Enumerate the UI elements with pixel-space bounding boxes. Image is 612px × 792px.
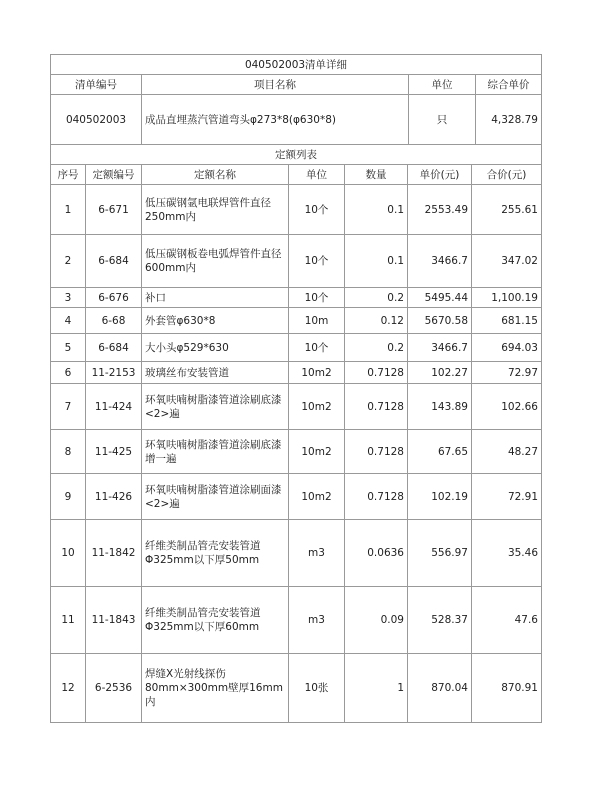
row-quota-code: 11-425 <box>86 430 142 474</box>
row-unit: 10个 <box>289 288 345 308</box>
row-total-price: 870.91 <box>472 654 542 723</box>
row-unit: m3 <box>289 520 345 587</box>
quota-list-title: 定额列表 <box>51 145 542 165</box>
row-seq: 2 <box>51 235 86 288</box>
header-composite-price: 综合单价 <box>476 75 542 95</box>
row-unit-price: 3466.7 <box>408 334 472 362</box>
row-seq: 12 <box>51 654 86 723</box>
row-unit: 10m2 <box>289 474 345 520</box>
row-quantity: 0.7128 <box>345 474 408 520</box>
row-total-price: 47.6 <box>472 587 542 654</box>
row-total-price: 48.27 <box>472 430 542 474</box>
header-quota-unit: 单位 <box>289 165 345 185</box>
row-unit: 10m2 <box>289 384 345 430</box>
row-unit-price: 5670.58 <box>408 308 472 334</box>
row-unit: 10m2 <box>289 362 345 384</box>
row-unit-price: 556.97 <box>408 520 472 587</box>
row-seq: 7 <box>51 384 86 430</box>
row-total-price: 35.46 <box>472 520 542 587</box>
row-quantity: 0.1 <box>345 235 408 288</box>
row-quantity: 0.12 <box>345 308 408 334</box>
table-row <box>51 520 542 587</box>
row-unit: 10m <box>289 308 345 334</box>
row-quota-code: 11-424 <box>86 384 142 430</box>
row-quantity: 0.09 <box>345 587 408 654</box>
row-quota-code: 11-1843 <box>86 587 142 654</box>
row-seq: 3 <box>51 288 86 308</box>
quota-table <box>50 144 542 723</box>
row-total-price: 1,100.19 <box>472 288 542 308</box>
table-row <box>51 384 542 430</box>
row-unit-price: 528.37 <box>408 587 472 654</box>
row-total-price: 72.91 <box>472 474 542 520</box>
row-seq: 6 <box>51 362 86 384</box>
row-quota-code: 6-684 <box>86 235 142 288</box>
row-quota-name: 环氧呋喃树脂漆管道涂刷底漆<2>遍 <box>142 384 289 430</box>
list-item-name: 成品直埋蒸汽管道弯头φ273*8(φ630*8) <box>142 95 409 145</box>
row-quantity: 0.0636 <box>345 520 408 587</box>
row-seq: 10 <box>51 520 86 587</box>
row-quantity: 0.7128 <box>345 430 408 474</box>
row-total-price: 681.15 <box>472 308 542 334</box>
table-row <box>51 185 542 235</box>
row-total-price: 694.03 <box>472 334 542 362</box>
row-unit: 10个 <box>289 185 345 235</box>
row-seq: 11 <box>51 587 86 654</box>
row-quota-name: 纤维类制品管壳安装管道Φ325mm以下厚60mm <box>142 587 289 654</box>
row-seq: 4 <box>51 308 86 334</box>
header-unit: 单位 <box>409 75 476 95</box>
list-item-unit: 只 <box>409 95 476 145</box>
row-quota-name: 低压碳钢板卷电弧焊管件直径600mm内 <box>142 235 289 288</box>
row-unit: 10m2 <box>289 430 345 474</box>
row-quota-code: 11-426 <box>86 474 142 520</box>
row-unit-price: 870.04 <box>408 654 472 723</box>
row-quota-name: 环氧呋喃树脂漆管道涂刷底漆增一遍 <box>142 430 289 474</box>
row-quota-name: 玻璃丝布安装管道 <box>142 362 289 384</box>
table-row <box>51 288 542 308</box>
row-unit-price: 102.27 <box>408 362 472 384</box>
row-unit: 10张 <box>289 654 345 723</box>
table-row <box>51 430 542 474</box>
row-quota-code: 11-1842 <box>86 520 142 587</box>
row-quota-name: 补口 <box>142 288 289 308</box>
row-quota-name: 大小头φ529*630 <box>142 334 289 362</box>
row-quantity: 0.7128 <box>345 362 408 384</box>
row-unit-price: 2553.49 <box>408 185 472 235</box>
row-unit-price: 102.19 <box>408 474 472 520</box>
table-row <box>51 308 542 334</box>
header-list-code: 清单编号 <box>51 75 142 95</box>
list-item-price: 4,328.79 <box>476 95 542 145</box>
header-quantity: 数量 <box>345 165 408 185</box>
row-quota-code: 6-68 <box>86 308 142 334</box>
row-quota-code: 6-684 <box>86 334 142 362</box>
row-quota-name: 外套管φ630*8 <box>142 308 289 334</box>
row-seq: 9 <box>51 474 86 520</box>
row-quantity: 1 <box>345 654 408 723</box>
row-quota-name: 低压碳钢氩电联焊管件直径250mm内 <box>142 185 289 235</box>
row-quota-code: 6-671 <box>86 185 142 235</box>
row-quota-name: 纤维类制品管壳安装管道Φ325mm以下厚50mm <box>142 520 289 587</box>
row-quantity: 0.2 <box>345 334 408 362</box>
row-unit-price: 3466.7 <box>408 235 472 288</box>
table-row <box>51 587 542 654</box>
row-unit: 10个 <box>289 235 345 288</box>
list-item-row <box>51 95 542 145</box>
row-quota-name: 焊缝X光射线探伤80mm×300mm壁厚16mm内 <box>142 654 289 723</box>
table-row <box>51 654 542 723</box>
table-title: 040502003清单详细 <box>51 55 542 75</box>
header-quota-code: 定额编号 <box>86 165 142 185</box>
table-row <box>51 474 542 520</box>
row-quota-code: 11-2153 <box>86 362 142 384</box>
row-quantity: 0.7128 <box>345 384 408 430</box>
quota-rows <box>51 185 542 723</box>
row-quota-code: 6-676 <box>86 288 142 308</box>
table-row <box>51 235 542 288</box>
row-total-price: 255.61 <box>472 185 542 235</box>
row-quota-code: 6-2536 <box>86 654 142 723</box>
header-seq: 序号 <box>51 165 86 185</box>
header-unit-price: 单价(元) <box>408 165 472 185</box>
header-item-name: 项目名称 <box>142 75 409 95</box>
row-seq: 8 <box>51 430 86 474</box>
list-item-code: 040502003 <box>51 95 142 145</box>
row-total-price: 72.97 <box>472 362 542 384</box>
header-quota-name: 定额名称 <box>142 165 289 185</box>
table-row <box>51 362 542 384</box>
row-total-price: 102.66 <box>472 384 542 430</box>
header-total-price: 合价(元) <box>472 165 542 185</box>
row-seq: 5 <box>51 334 86 362</box>
row-quota-name: 环氧呋喃树脂漆管道涂刷面漆<2>遍 <box>142 474 289 520</box>
row-quantity: 0.1 <box>345 185 408 235</box>
row-unit-price: 67.65 <box>408 430 472 474</box>
row-seq: 1 <box>51 185 86 235</box>
row-unit: 10个 <box>289 334 345 362</box>
list-detail-table <box>50 54 542 145</box>
row-unit-price: 5495.44 <box>408 288 472 308</box>
row-unit: m3 <box>289 587 345 654</box>
table-row <box>51 334 542 362</box>
row-total-price: 347.02 <box>472 235 542 288</box>
row-quantity: 0.2 <box>345 288 408 308</box>
row-unit-price: 143.89 <box>408 384 472 430</box>
